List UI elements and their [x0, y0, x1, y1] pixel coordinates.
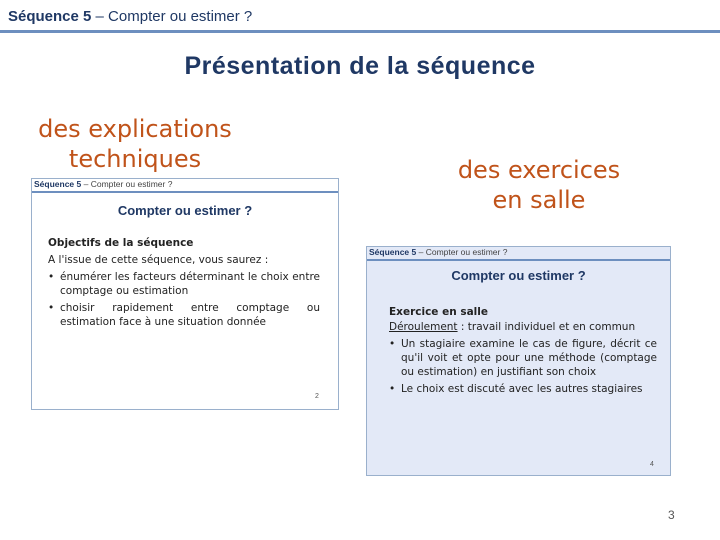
thumbnail-page-number: 4 — [650, 461, 654, 468]
list-item: • énumérer les facteurs déterminant le choix entre comptage ou estimation — [48, 270, 320, 298]
page-number: 3 — [668, 508, 675, 522]
thumbnail-body — [389, 305, 657, 396]
thumbnail-title: Compter ou estimer ? — [451, 268, 586, 283]
header-prefix: Séquence 5 — [8, 8, 92, 25]
slide-header — [0, 0, 720, 32]
objectives-heading: Objectifs de la séquence — [48, 237, 194, 249]
header-title: – Compter ou estimer ? — [91, 8, 253, 25]
right-label-line1: des exercices — [457, 156, 621, 184]
thumbnail-header-divider — [367, 259, 671, 261]
slide-thumbnail-objectives[interactable] — [31, 178, 339, 410]
thumbnail-header-prefix: Séquence 5 — [34, 179, 82, 189]
left-label-line2: techniques — [68, 145, 202, 173]
exercise-heading: Exercice en salle — [389, 306, 488, 318]
thumbnail-body — [48, 236, 320, 329]
page-title: Présentation de la séquence — [184, 52, 536, 80]
thumbnail-header-title: – Compter ou estimer ? — [416, 247, 508, 257]
thumbnail-title: Compter ou estimer ? — [117, 203, 253, 218]
list-item: • choisir rapidement entre comptage ou estimation face à une situation donnée — [48, 301, 320, 329]
deroulement-line — [389, 320, 657, 334]
deroulement-label: Déroulement — [389, 321, 458, 333]
thumbnail-header — [34, 179, 172, 189]
header-divider — [0, 30, 720, 33]
left-label — [20, 114, 250, 174]
right-label — [430, 155, 648, 215]
header-text — [8, 8, 252, 25]
objectives-intro: A l'issue de cette séquence, vous saurez : — [48, 254, 269, 266]
thumbnail-header-divider — [32, 191, 339, 193]
list-item: • Le choix est discuté avec les autres stagiaires — [389, 382, 657, 396]
list-item: • Un stagiaire examine le cas de figure, décrit ce qu'il voit et opte pour une méthode (comptage ou estimation) en justifiant son choix — [389, 337, 657, 379]
thumbnail-page-number: 2 — [315, 393, 319, 400]
thumbnail-header-prefix: Séquence 5 — [369, 247, 417, 257]
slide-thumbnail-exercise[interactable] — [366, 246, 671, 476]
right-label-line2: en salle — [492, 186, 586, 214]
thumbnail-header — [369, 247, 507, 257]
thumbnail-header-title: – Compter ou estimer ? — [81, 179, 173, 189]
left-label-line1: des explications — [38, 115, 232, 143]
deroulement-text: : travail individuel et en commun — [457, 321, 636, 333]
